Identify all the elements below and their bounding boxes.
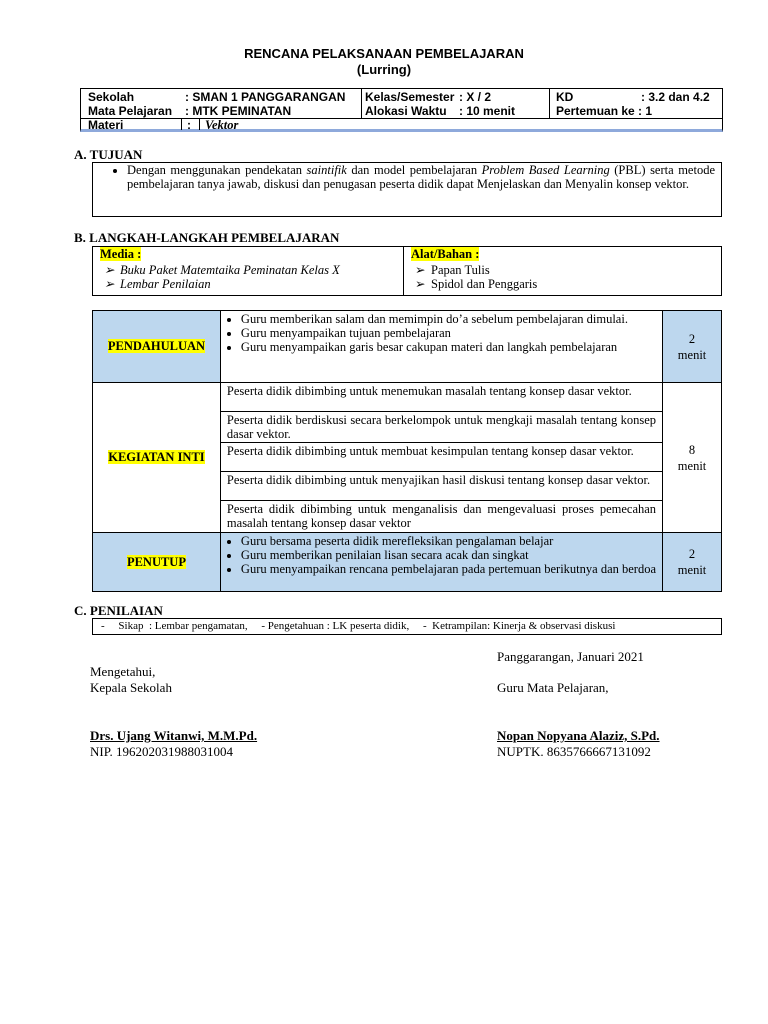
header-info-box	[80, 88, 723, 132]
alat-label: Alat/Bahan :	[411, 247, 480, 261]
pendahuluan-item: • Guru menyampaikan garis besar cakupan materi dan langkah pembelajaran	[241, 340, 656, 354]
media-alat-box	[92, 246, 722, 296]
place-date: Panggarangan, Januari 2021	[497, 649, 644, 664]
pendahuluan-cell: PENDAHULUAN	[93, 311, 221, 383]
inti-item: Peserta didik dibimbing untuk menganalisis dan mengevaluasi proses pemecahan masalah tentang konsep dasar vektor	[220, 501, 662, 533]
sekolah-label: Sekolah	[88, 90, 135, 104]
tujuan-text: • Dengan menggunakan pendekatan saintifik dan model pembelajaran Problem Based Learning (PBL) serta metode pembelajaran tanya jawab, diskusi dan penugasan peserta didik dapat Menjelaskan dan Menyalin konsep vektor.	[127, 163, 715, 191]
langkah-heading: B. LANGKAH-LANGKAH PEMBELAJARAN	[74, 230, 340, 245]
media-item: ➢ Buku Paket Matemtaika Peminatan Kelas X	[120, 263, 340, 277]
materi-colon: :	[187, 118, 191, 132]
mapel-label: Mata Pelajaran	[88, 104, 173, 118]
inti-item: Peserta didik berdiskusi secara berkelompok untuk mengkaji masalah tentang konsep dasar vektor.	[220, 412, 662, 443]
sekolah-value: : SMAN 1 PANGGARANGAN	[185, 90, 346, 104]
penilaian-heading: C. PENILAIAN	[74, 603, 163, 618]
document-subtitle: (Lurring)	[356, 62, 412, 77]
tujuan-box	[92, 162, 722, 217]
inti-item: Peserta didik dibimbing untuk membuat kesimpulan tentang konsep dasar vektor.	[220, 443, 662, 472]
alat-item: ➢ Spidol dan Penggaris	[431, 277, 537, 291]
guru-name: Nopan Nopyana Alaziz, S.Pd.	[497, 728, 660, 743]
tujuan-heading: A. TUJUAN	[74, 147, 143, 162]
document-title: RENCANA PELAKSANAAN PEMBELAJARAN	[244, 46, 524, 61]
guru-mapel-text: Guru Mata Pelajaran,	[497, 680, 609, 695]
penilaian-box: - Sikap : Lembar pengamatan, - Pengetahuan : LK peserta didik, - Ketrampilan: Kinerja & observasi diskusi	[92, 618, 722, 635]
alokasi-value: : 10 menit	[459, 104, 516, 118]
pertemuan-value: : 1	[638, 104, 653, 118]
kepala-sekolah-nip: NIP. 196202031988031004	[90, 744, 234, 759]
kelas-value: : X / 2	[459, 90, 492, 104]
kepala-sekolah-name: Drs. Ujang Witanwi, M.M.Pd.	[90, 728, 258, 743]
materi-label: Materi	[88, 118, 124, 132]
penutup-item: • Guru menyampaikan rencana pembelajaran pada pertemuan berikutnya dan berdoa	[241, 562, 656, 576]
pendahuluan-item: • Guru menyampaikan tujuan pembelajaran	[241, 326, 656, 340]
pendahuluan-item: • Guru memberikan salam dan memimpin do’a sebelum pembelajaran dimulai.	[241, 312, 656, 326]
pertemuan-label: Pertemuan ke	[556, 104, 635, 118]
inti-item: Peserta didik dibimbing untuk menyajikan hasil diskusi tentang konsep dasar vektor.	[220, 472, 662, 501]
mengetahui-text: Mengetahui,	[90, 664, 156, 679]
guru-nuptk: NUPTK. 8635766667131092	[497, 744, 651, 759]
penutup-cell: PENUTUP	[93, 533, 221, 592]
kepala-sekolah-text: Kepala Sekolah	[90, 680, 172, 695]
kd-label: KD	[556, 90, 574, 104]
penutup-time: 2 menit	[663, 533, 722, 592]
pendahuluan-time: 2 menit	[663, 311, 722, 383]
penutup-item: • Guru bersama peserta didik merefleksikan pengalaman belajar	[241, 534, 656, 548]
materi-value: Vektor	[205, 118, 239, 132]
media-item: ➢ Lembar Penilaian	[120, 277, 340, 291]
alokasi-label: Alokasi Waktu	[365, 104, 447, 118]
kelas-label: Kelas/Semester	[365, 90, 455, 104]
kd-value: : 3.2 dan 4.2	[641, 90, 710, 104]
mapel-value: : MTK PEMINATAN	[185, 104, 292, 118]
alat-item: ➢ Papan Tulis	[431, 263, 537, 277]
inti-time: 8 menit	[663, 383, 722, 533]
activities-table	[92, 310, 722, 592]
inti-item: Peserta didik dibimbing untuk menemukan masalah tentang konsep dasar vektor.	[220, 383, 662, 412]
inti-cell: KEGIATAN INTI	[93, 383, 221, 533]
penutup-item: • Guru memberikan penilaian lisan secara acak dan singkat	[241, 548, 656, 562]
media-label: Media :	[100, 247, 142, 261]
